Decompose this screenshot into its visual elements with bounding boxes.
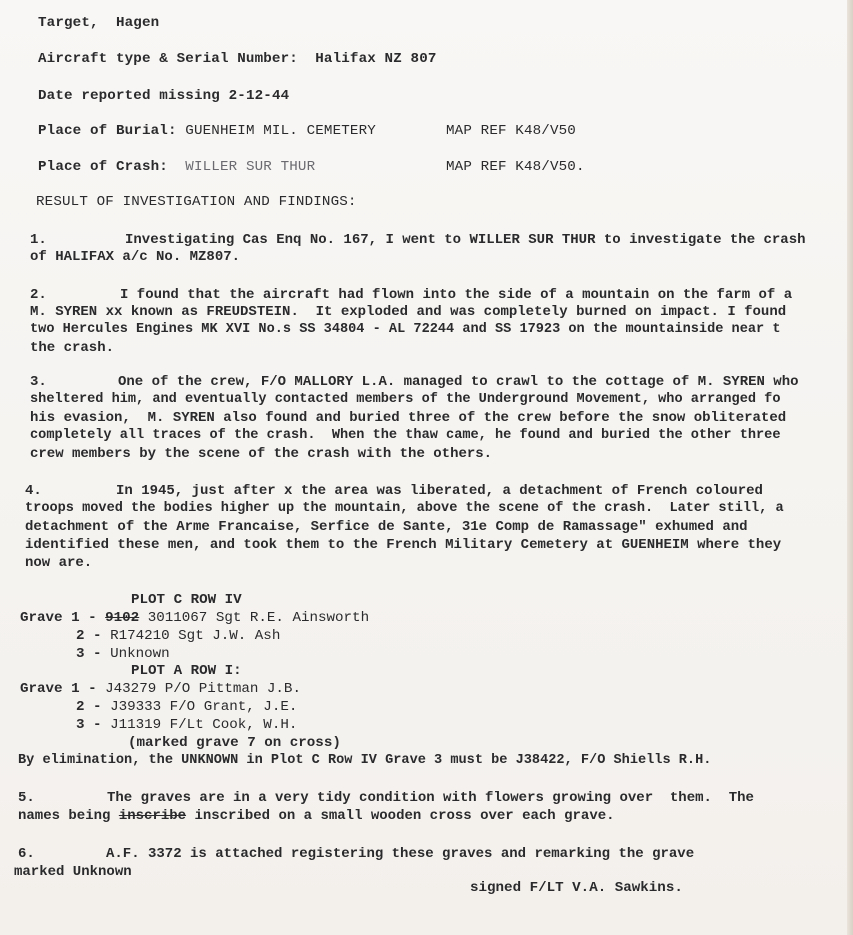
text-segment: inscribed on a small wooden cross over each grave. xyxy=(186,808,615,824)
burial-value: GUENHEIM MIL. CEMETERY xyxy=(185,123,376,139)
crash-field xyxy=(38,158,315,176)
paragraph-line: One of the crew, F/O MALLORY L.A. managed to crawl to the cottage of M. SYREN who xyxy=(118,374,799,390)
grave-note: (marked grave 7 on cross) xyxy=(128,735,341,751)
paragraph-line: troops moved the bodies higher up the mountain, above the scene of the crash. Later still, a xyxy=(25,501,784,516)
paragraph-number: 2. xyxy=(30,287,47,303)
burial-field xyxy=(38,122,376,140)
grave-prefix: Grave 1 - xyxy=(20,610,97,626)
grave-prefix: 2 - xyxy=(76,628,102,644)
paragraph-line xyxy=(18,807,615,825)
crash-label: Place of Crash: xyxy=(38,159,168,175)
paragraph-number: 5. xyxy=(18,790,35,806)
text-segment: names being xyxy=(18,808,119,824)
grave-text: 3011067 Sgt R.E. Ainsworth xyxy=(147,610,370,626)
elimination-statement: By elimination, the UNKNOWN in Plot C Row IV Grave 3 must be J38422, F/O Shiells R.H. xyxy=(18,753,712,768)
paragraph-number: 1. xyxy=(30,232,47,248)
plot-heading: PLOT C ROW IV xyxy=(131,592,242,608)
grave-text: J11319 F/Lt Cook, W.H. xyxy=(110,717,298,733)
paragraph-line: In 1945, just after x the area was liberated, a detachment of French coloured xyxy=(116,483,763,499)
paragraph-number: 3. xyxy=(30,374,47,390)
paragraph-line: M. SYREN xx known as FREUDSTEIN. It exploded and was completely burned on impact. I found xyxy=(30,304,787,320)
aircraft-field xyxy=(38,50,437,68)
plot-heading: PLOT A ROW I: xyxy=(131,663,242,679)
burial-label: Place of Burial: xyxy=(38,123,177,139)
target-field xyxy=(38,14,159,32)
paragraph-line: A.F. 3372 is attached registering these graves and remarking the grave xyxy=(106,846,695,862)
paragraph-line: his evasion, M. SYREN also found and buried three of the crew before the snow obliterated xyxy=(30,410,787,426)
paragraph-line: I found that the aircraft had flown into the side of a mountain on the farm of a xyxy=(120,287,793,303)
paragraph-line: crew members by the scene of the crash with the others. xyxy=(30,446,493,462)
burial-mapref: MAP REF K48/V50 xyxy=(446,123,576,139)
paragraph-line: The graves are in a very tidy condition with flowers growing over them. The xyxy=(107,790,754,806)
date-label: Date reported missing xyxy=(38,88,220,104)
paragraph-line: two Hercules Engines MK XVI No.s SS 34804 - AL 72244 and SS 17923 on the mountainside near t xyxy=(30,322,781,337)
paragraph-number: 4. xyxy=(25,483,42,499)
grave-prefix: 3 - xyxy=(76,646,102,662)
grave-entry xyxy=(76,627,280,645)
grave-text: J43279 P/O Pittman J.B. xyxy=(105,681,301,697)
paragraph-line: the crash. xyxy=(30,340,115,356)
grave-entry xyxy=(20,609,369,627)
section-title: RESULT OF INVESTIGATION AND FINDINGS: xyxy=(36,194,357,210)
crash-mapref: MAP REF K48/V50. xyxy=(446,159,585,175)
grave-text: J39333 F/O Grant, J.E. xyxy=(110,699,298,715)
aircraft-label: Aircraft type & Serial Number: xyxy=(38,51,298,67)
struck-text: 9102 xyxy=(105,610,140,626)
paragraph-line: now are. xyxy=(25,555,93,571)
date-value: 2-12-44 xyxy=(228,88,290,104)
signature: signed F/LT V.A. Sawkins. xyxy=(470,880,683,896)
paragraph-line: identified these men, and took them to the French Military Cemetery at GUENHEIM where they xyxy=(25,537,782,553)
target-value: Hagen xyxy=(115,15,160,31)
grave-entry xyxy=(76,716,297,734)
grave-text: R174210 Sgt J.W. Ash xyxy=(110,628,281,644)
paragraph-line: detachment of the Arme Francaise, Serfice de Sante, 31e Comp de Ramassage" exhumed and xyxy=(25,519,748,535)
paragraph-line: marked Unknown xyxy=(14,864,132,880)
grave-prefix: Grave 1 - xyxy=(20,681,97,697)
grave-prefix: 3 - xyxy=(76,717,102,733)
grave-prefix: 2 - xyxy=(76,699,102,715)
paragraph-line: Investigating Cas Enq No. 167, I went to WILLER SUR THUR to investigate the crash xyxy=(125,232,806,248)
paragraph-line: completely all traces of the crash. When the thaw came, he found and buried the other three xyxy=(30,428,781,443)
struck-text: inscribe xyxy=(118,808,187,824)
date-field xyxy=(38,87,289,105)
crash-value: WILLER SUR THUR xyxy=(185,159,316,175)
paragraph-number: 6. xyxy=(18,846,35,862)
grave-entry xyxy=(76,645,170,663)
target-label: Target, xyxy=(38,15,99,31)
paper-edge xyxy=(847,0,853,935)
paragraph-line: of HALIFAX a/c No. MZ807. xyxy=(30,249,241,265)
grave-text: Unknown xyxy=(110,646,170,662)
grave-entry xyxy=(20,680,301,698)
grave-entry xyxy=(76,698,297,716)
paragraph-line: sheltered him, and eventually contacted members of the Underground Movement, who arranged fo xyxy=(30,392,781,407)
aircraft-value: Halifax NZ 807 xyxy=(315,51,437,67)
